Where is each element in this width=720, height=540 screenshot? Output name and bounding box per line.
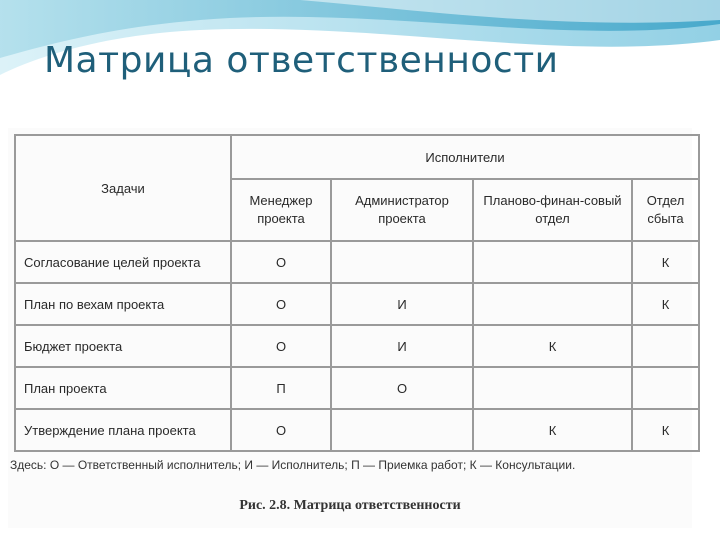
task-cell: План проекта bbox=[15, 367, 231, 409]
responsibility-cell: И bbox=[331, 325, 473, 367]
responsibility-cell: О bbox=[331, 367, 473, 409]
responsibility-cell: К bbox=[473, 409, 632, 451]
responsibility-cell bbox=[331, 409, 473, 451]
executors-group-header: Исполнители bbox=[231, 135, 699, 179]
figure-caption: Рис. 2.8. Матрица ответственности bbox=[239, 498, 461, 513]
responsibility-cell: И bbox=[331, 283, 473, 325]
table-row bbox=[15, 409, 699, 451]
responsibility-cell: К bbox=[632, 409, 699, 451]
responsibility-matrix-table bbox=[14, 134, 700, 452]
column-header-manager: Менеджер проекта bbox=[231, 179, 331, 241]
task-cell: Утверждение плана проекта bbox=[15, 409, 231, 451]
task-cell: Согласование целей проекта bbox=[15, 241, 231, 283]
task-cell: План по вехам проекта bbox=[15, 283, 231, 325]
responsibility-cell bbox=[331, 241, 473, 283]
table-row bbox=[15, 367, 699, 409]
responsibility-cell: О bbox=[231, 283, 331, 325]
responsibility-cell: П bbox=[231, 367, 331, 409]
legend-note: Здесь: О — Ответственный исполнитель; И — Исполнитель; П — Приемка работ; К — Консультации. bbox=[10, 458, 576, 472]
table-row bbox=[15, 241, 699, 283]
responsibility-cell bbox=[473, 367, 632, 409]
slide-title: Матрица ответственности bbox=[44, 40, 559, 81]
responsibility-cell: О bbox=[231, 409, 331, 451]
column-header-sales-dept: Отдел сбыта bbox=[632, 179, 699, 241]
responsibility-cell bbox=[632, 325, 699, 367]
responsibility-cell: О bbox=[231, 241, 331, 283]
responsibility-cell: К bbox=[473, 325, 632, 367]
column-header-finance-dept: Планово-финан-совый отдел bbox=[473, 179, 632, 241]
task-column-header: Задачи bbox=[15, 135, 231, 241]
responsibility-cell bbox=[473, 283, 632, 325]
responsibility-cell: О bbox=[231, 325, 331, 367]
table-row bbox=[15, 283, 699, 325]
task-cell: Бюджет проекта bbox=[15, 325, 231, 367]
table-row bbox=[15, 325, 699, 367]
responsibility-cell: К bbox=[632, 283, 699, 325]
responsibility-cell: К bbox=[632, 241, 699, 283]
column-header-administrator: Администратор проекта bbox=[331, 179, 473, 241]
scanned-figure bbox=[8, 128, 692, 528]
responsibility-cell bbox=[473, 241, 632, 283]
responsibility-cell bbox=[632, 367, 699, 409]
